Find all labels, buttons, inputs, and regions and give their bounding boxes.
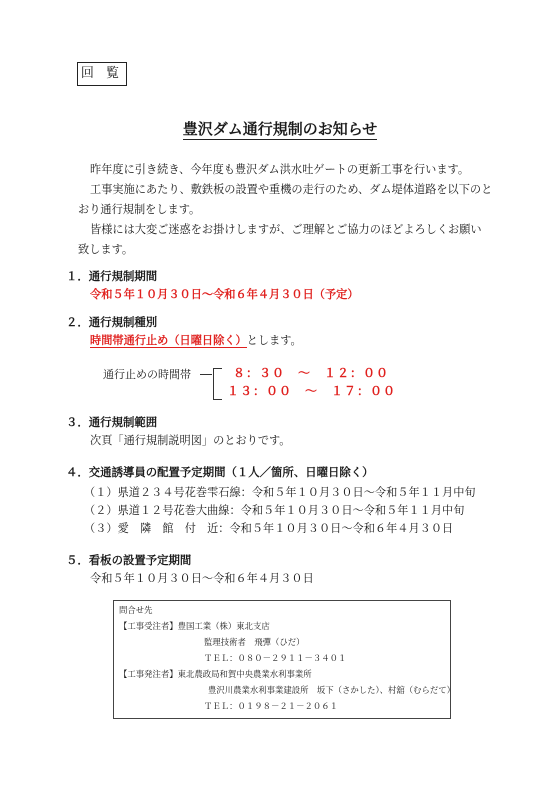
section-5-heading: ５．看板の設置予定期間 [66, 553, 192, 567]
regulation-period: 令和５年１０月３０日～令和６年４月３０日（予定） [90, 288, 359, 301]
contact-engineer: 監理技術者 飛彈（ひだ） [204, 637, 305, 647]
contact-client-tel: ＴＥＬ：０１９８－２１－２０６１ [204, 701, 338, 711]
section-2-heading: ２．通行規制種別 [66, 315, 158, 329]
closure-time-label: 通行止めの時間帯 [103, 368, 191, 381]
time-bracket [213, 368, 222, 400]
regulation-type-rest: とします。 [246, 334, 302, 347]
intro-line-5: 致します。 [78, 243, 134, 256]
contact-client-office: 豊沢川農業水利事業建設所 坂下（さかした）、村舘（むらだて） [208, 685, 456, 695]
contact-contractor: 【工事受注者】豊国工業（株）東北支店 [119, 621, 270, 631]
section-1-heading: １．通行規制期間 [66, 269, 158, 283]
signboard-period: 令和５年１０月３０日～令和６年４月３０日 [90, 572, 314, 585]
page-title [0, 118, 560, 139]
section-4-heading: ４．交通誘導員の配置予定期間（１人／箇所、日曜日除く） [66, 465, 374, 479]
guard-item-2: （２）県道１２号花巻大曲線：令和５年１０月３０日～令和５年１１月中旬 [84, 504, 465, 517]
closure-time-1: ８：３０ ～ １２：００ [233, 366, 390, 380]
page-title-text: 豊沢ダム通行規制のお知らせ [182, 120, 378, 138]
intro-line-3: おり通行規制をします。 [78, 203, 201, 216]
intro-line-1: 昨年度に引き続き、今年度も豊沢ダム洪水吐ゲートの更新工事を行います。 [90, 163, 470, 176]
contact-client: 【工事発注者】東北農政局和賀中央農業水利事業所 [119, 669, 312, 679]
guard-item-3: （３）愛 隣 館 付 近：令和５年１０月３０日～令和６年４月３０日 [84, 522, 454, 535]
guard-item-1: （１）県道２３４号花巻雫石線：令和５年１０月３０日～令和５年１１月中旬 [84, 486, 476, 499]
contact-contractor-tel: ＴＥＬ：０８０－２９１１－３４０１ [204, 653, 347, 663]
section-3-heading: ３．通行規制範囲 [66, 415, 158, 429]
contact-title: 問合せ先 [119, 605, 153, 615]
intro-line-4: 皆様には大変ご迷惑をお掛けしますが、ご理解とご協力のほどよろしくお願い [90, 223, 482, 236]
circulation-stamp: 回 覧 [77, 62, 127, 86]
regulation-type-red: 時間帯通行止め（日曜日除く） [90, 334, 247, 347]
time-connector [200, 374, 212, 375]
closure-time-2: １３：００ ～ １７：００ [227, 384, 397, 398]
regulation-type [90, 332, 302, 348]
regulation-area: 次頁「通行規制説明図」のとおりです。 [90, 434, 291, 447]
intro-line-2: 工事実施にあたり、敷鉄板の設置や重機の走行のため、ダム堤体道路を以下のと [90, 183, 493, 196]
